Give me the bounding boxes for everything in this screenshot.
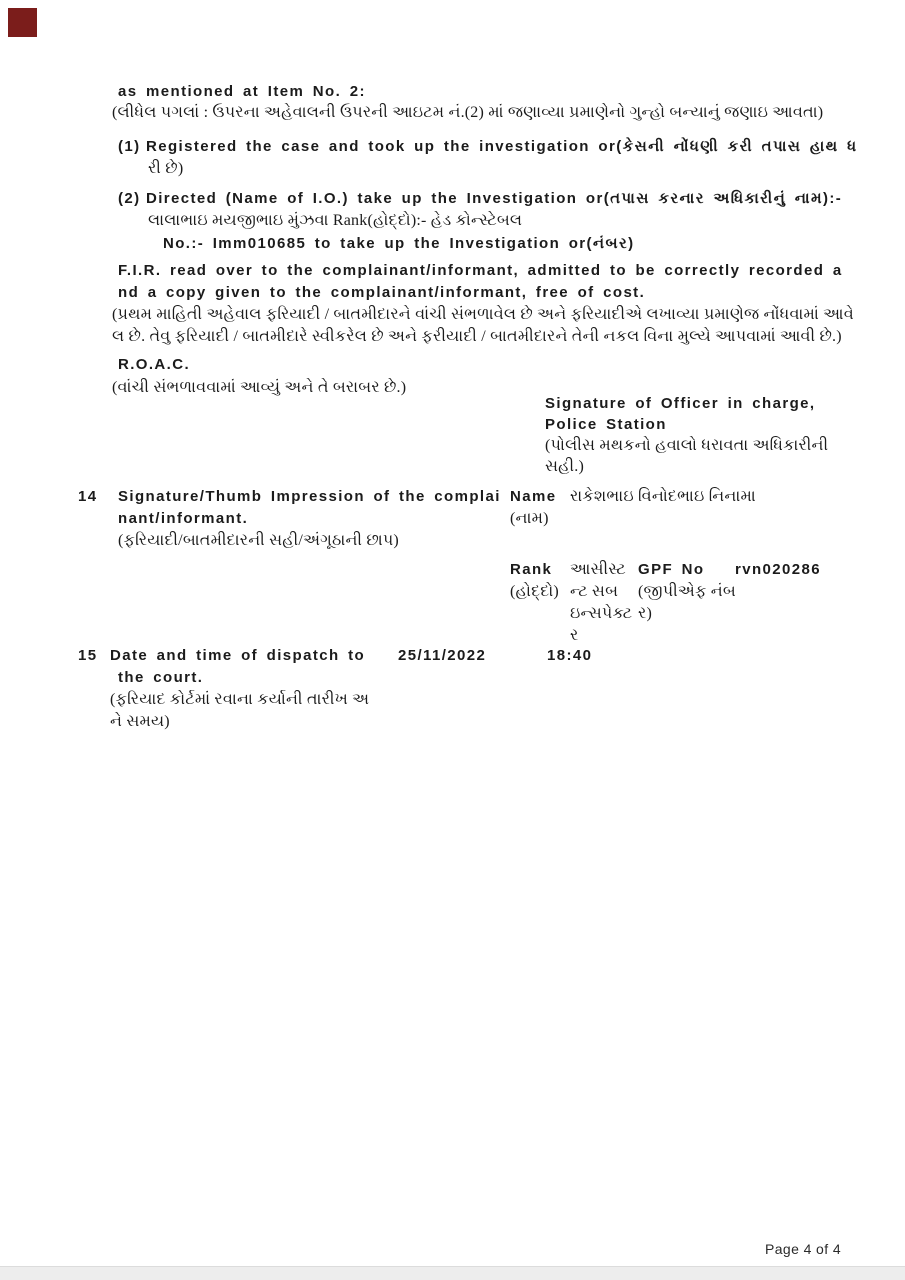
item15-number: 15	[78, 647, 98, 664]
intro-line-gu: (લીધેલ પગલાં : ઉપરના અહેવાલની ઉપરની આઇટમ નં.(2) માં જણાવ્યા પ્રમાણેનો ગુન્હો બન્યાનું જણાઇ આવતા)	[112, 104, 824, 121]
officer-signature-gu-line2: સહી.)	[545, 458, 585, 475]
item2-io-name-line: લાલાભાઇ મયજીભાઇ મુંઝવા Rank(હોદ્દો):- હેડ કોન્સ્ટેબલ	[148, 212, 523, 229]
rank-value-line4: ર	[570, 627, 579, 644]
rank-value-line2: ન્ટ સબ	[570, 583, 619, 600]
item2-number: (2)	[118, 190, 141, 207]
fir-paragraph-en-line2: nd a copy given to the complainant/informant, free of cost.	[118, 284, 646, 301]
gpf-label-gu-line1: (જીપીએફ નંબ	[638, 583, 736, 600]
item1-number: (1)	[118, 138, 141, 155]
red-corner-marker	[8, 8, 37, 37]
name-label: Name	[510, 488, 557, 505]
officer-signature-line1: Signature of Officer in charge,	[545, 395, 816, 412]
page-number-label: Page 4 of 4	[765, 1241, 842, 1257]
item2-io-number-line: No.:- Imm010685 to take up the Investigation or(નંબર)	[163, 235, 635, 252]
roac-heading: R.O.A.C.	[118, 356, 191, 373]
page-bottom-edge	[0, 1266, 905, 1280]
item14-label-line1: Signature/Thumb Impression of the complai	[118, 488, 501, 505]
fir-paragraph-gu-line1: (પ્રથમ માહિતી અહેવાલ ફરિયાદી / બાતમીદારને વાંચી સંભળાવેલ છે અને ફરિયાદીએ લખાવ્યા પ્રમાણેજ નોંધવામાં આવે	[112, 306, 854, 323]
item15-label-gu-line1: (ફરિયાદ કોર્ટમાં રવાના કર્યાની તારીખ અ	[110, 691, 370, 708]
item1-line2: રી છે)	[148, 160, 184, 177]
gpf-label-gu-line2: ર)	[638, 605, 653, 622]
rank-value-line1: આસીસ્ટ	[570, 561, 626, 578]
item1-line1: Registered the case and took up the investigation or(કેસની નોંધણી કરી તપાસ હાથ ધ	[146, 138, 858, 155]
rank-label: Rank	[510, 561, 553, 578]
name-value: રાકેશભાઇ વિનોદભાઇ નિનામા	[570, 488, 756, 505]
item15-label-gu-line2: ને સમય)	[110, 713, 170, 730]
item2-line1: Directed (Name of I.O.) take up the Investigation or(તપાસ કરનાર અધિકારીનું નામ):-	[146, 190, 843, 207]
item14-label-gu: (ફરિયાદી/બાતમીદારની સહી/અંગૂઠાની છાપ)	[118, 532, 399, 549]
dispatch-time-value: 18:40	[547, 647, 593, 664]
gpf-label: GPF No	[638, 561, 705, 578]
gpf-value: rvn020286	[735, 561, 821, 578]
item14-label-line2: nant/informant.	[118, 510, 249, 527]
rank-value-line3: ઇન્સપેક્ટ	[570, 605, 633, 622]
officer-signature-line2: Police Station	[545, 416, 667, 433]
officer-signature-gu-line1: (પોલીસ મથકનો હવાલો ધરાવતા અધિકારીની	[545, 437, 829, 454]
fir-paragraph-gu-line2: લ છે. તેવુ ફરિયાદી / બાતમીદારે સ્વીકરેલ છે અને ફરીયાદી / બાતમીદારને તેની નકલ વિના મુલ્યે આપવામાં આવી છે.)	[112, 328, 842, 345]
roac-gu-line: (વાંચી સંભળાવવામાં આવ્યું અને તે બરાબર છે.)	[112, 379, 407, 396]
item14-number: 14	[78, 488, 98, 505]
fir-paragraph-en-line1: F.I.R. read over to the complainant/informant, admitted to be correctly recorded a	[118, 262, 843, 279]
rank-label-gu: (હોદ્દો)	[510, 583, 559, 600]
item15-label-line2: the court.	[118, 669, 204, 686]
name-label-gu: (નામ)	[510, 510, 549, 527]
dispatch-date-value: 25/11/2022	[398, 647, 487, 664]
item15-label-line1: Date and time of dispatch to	[110, 647, 366, 664]
intro-line-en: as mentioned at Item No. 2:	[118, 83, 366, 100]
